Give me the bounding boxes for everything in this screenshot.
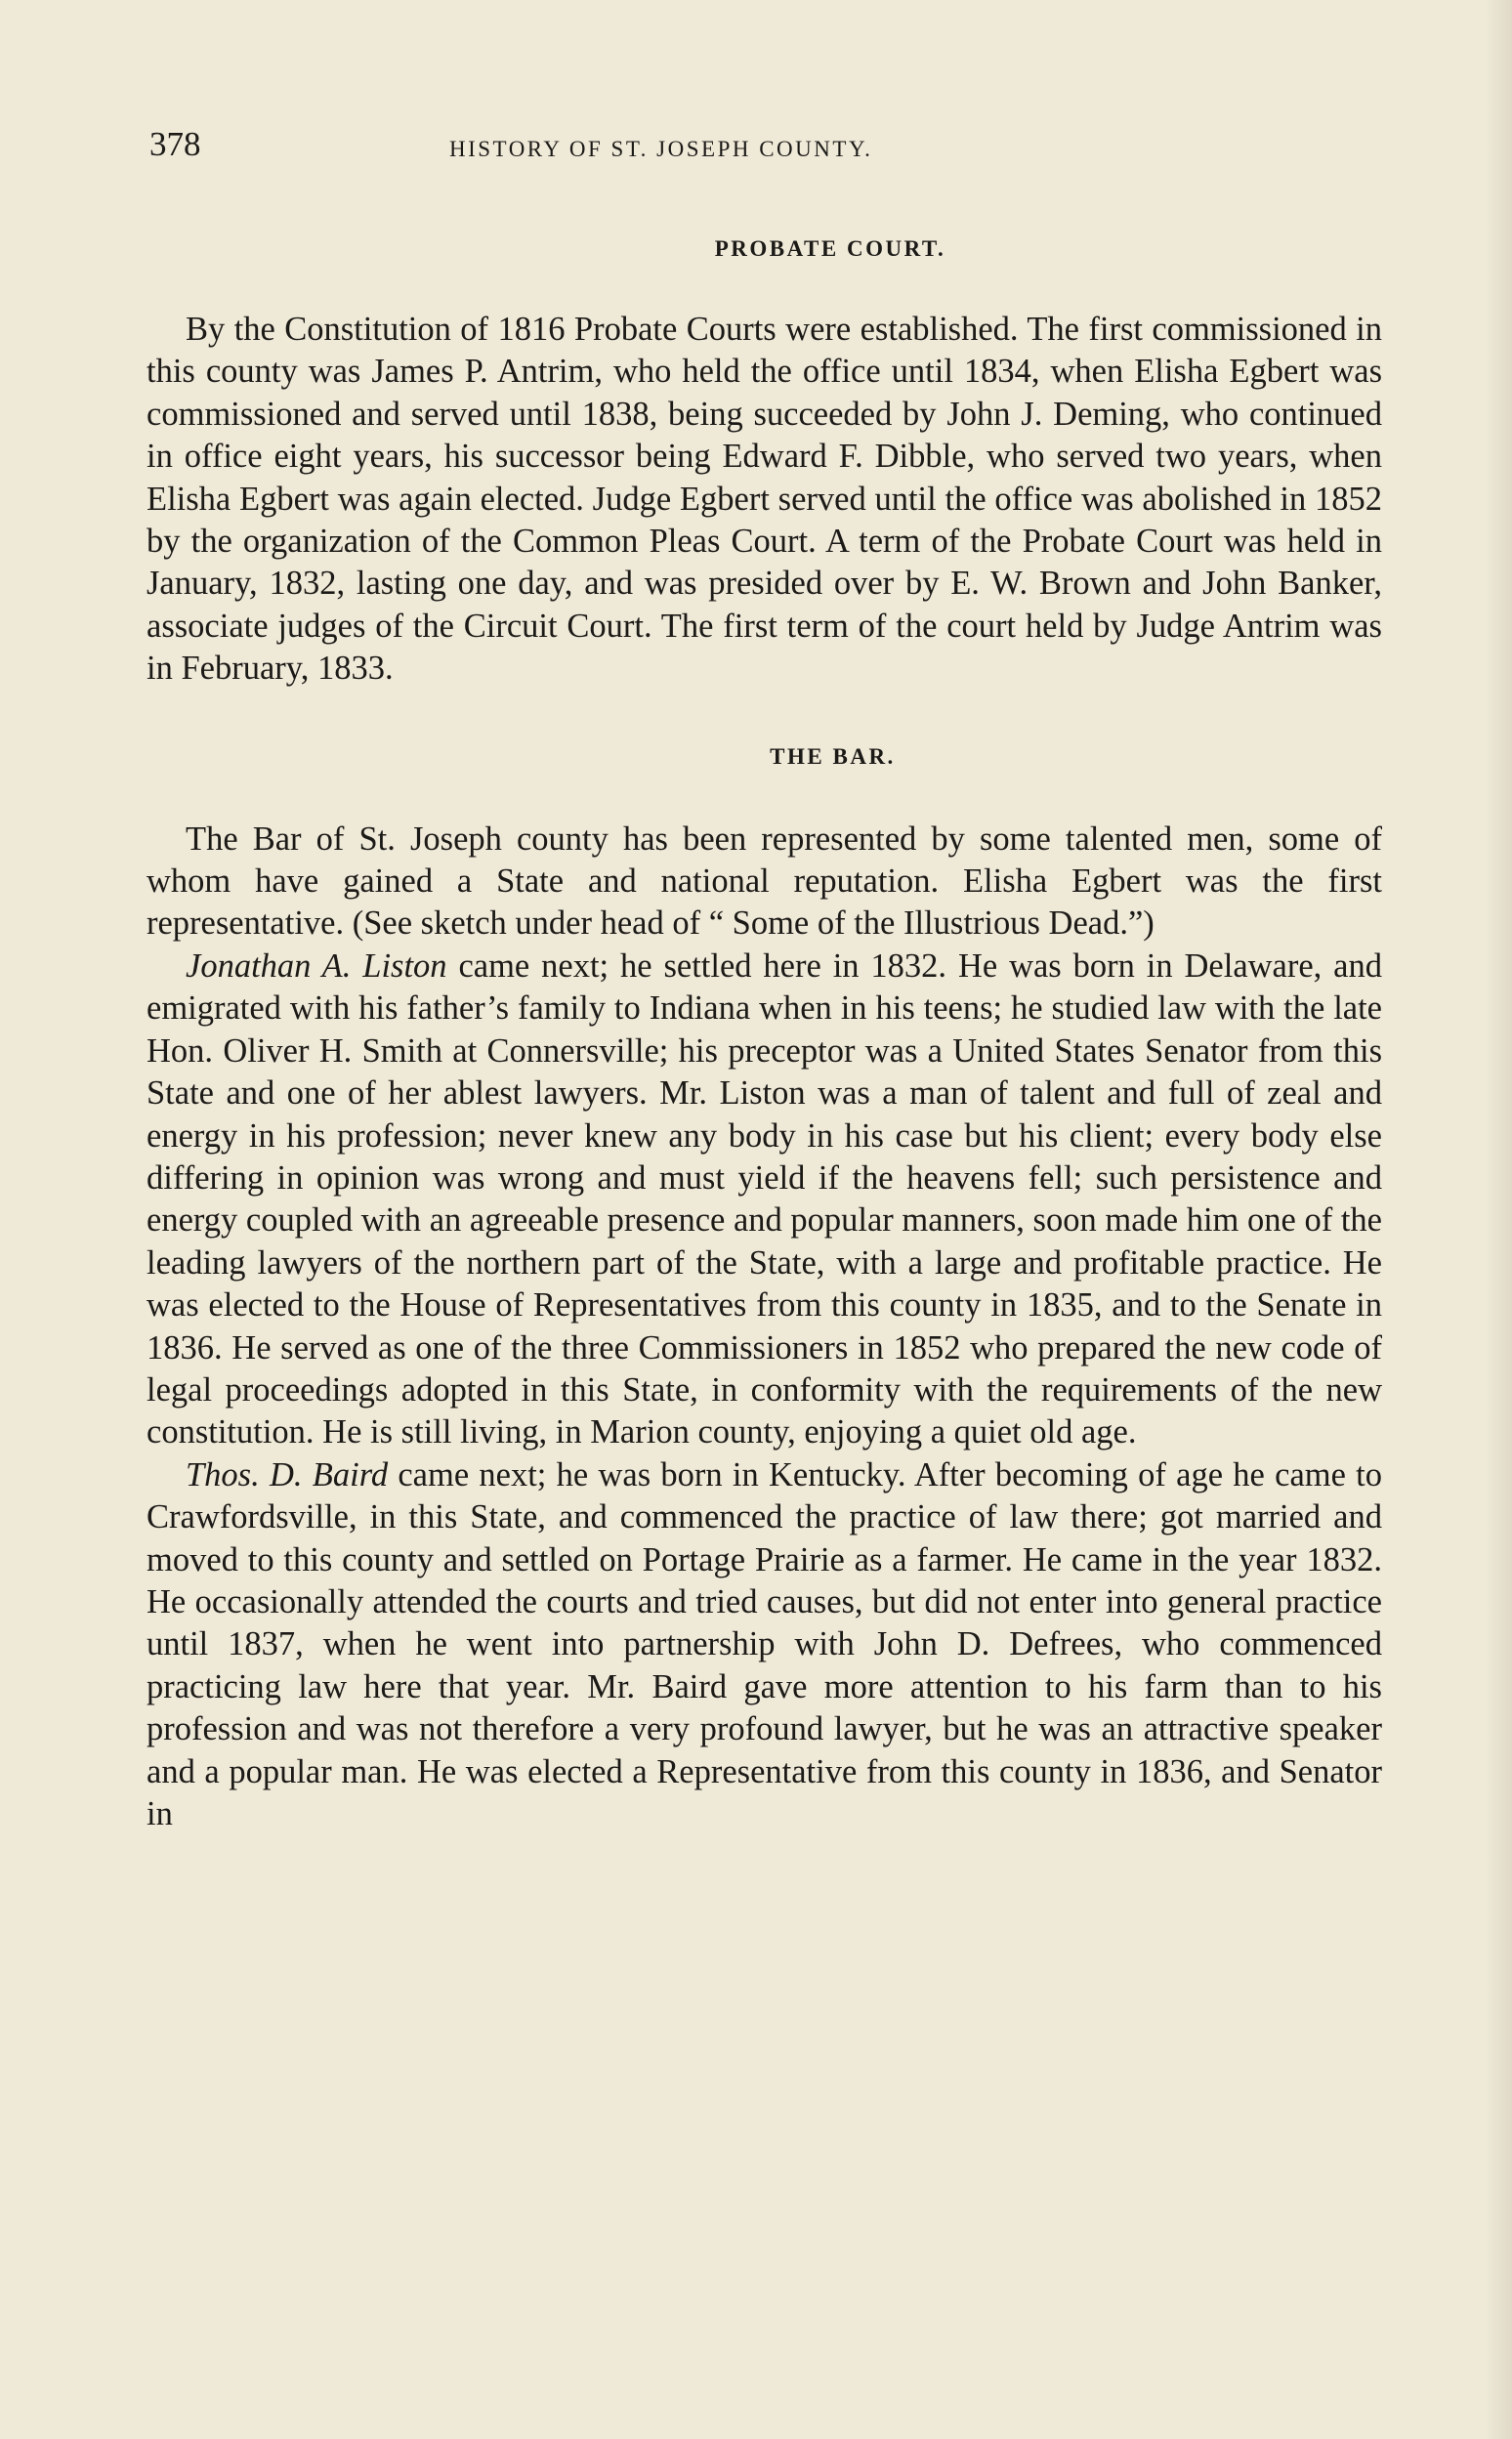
probate-court-paragraph: By the Constitution of 1816 Probate Courts were established. The first commissioned in this county was James P. Antrim, who held the office until 1834, when Elisha Egbert was commissioned and served until 1838, being succeeded by John J. Deming, who continued in office eight years, his successor being Edward F. Dibble, who served two years, when Elisha Egbert was again elected. Judge Egbert served until the office was abolished in 1852 by the organization of the Common Pleas Court. A term of the Probate Court was held in January, 1832, lasting one day, and was presided over by E. W. Brown and John Banker, associate judges of the Circuit Court. The first term of the court held by Judge Antrim was in February, 1833.: [147, 311, 1382, 688]
page-number: 378: [149, 125, 201, 163]
liston-paragraph: [147, 946, 1382, 1454]
probate-court-heading: PROBATE COURT.: [714, 236, 946, 261]
running-head: [147, 125, 1382, 184]
baird-paragraph: [147, 1454, 1382, 1836]
liston-name: Jonathan A. Liston: [186, 946, 447, 985]
book-page: [147, 125, 1382, 1835]
bar-intro-paragraph: The Bar of St. Joseph county has been represented by some talented men, some of whom have gained a State and national reputation. Elisha Egbert was the first representative. (See sketch under head of “ Some of the Illustrious Dead.”): [147, 820, 1382, 943]
running-title: HISTORY OF ST. JOSEPH COUNTY.: [449, 137, 873, 161]
liston-text: came next; he settled here in 1832. He was born in Delaware, and emigrated with his father’s family to Indiana when in his teens; he studied law with the late Hon. Oliver H. Smith at Connersville; his preceptor was a United States Senator from this State and one of her ablest lawyers. Mr. Liston was a man of talent and full of zeal and energy in his profession; never knew any body in his case but his client; every body else differing in opinion was wrong and must yield if the heavens fell; such persistence and energy coupled with an agreeable presence and popular manners, soon made him one of the leading lawyers of the northern part of the State, with a large and profitable practice. He was elected to the House of Representatives from this county in 1835, and to the Senate in 1836. He served as one of the three Commissioners in 1852 who prepared the new code of legal proceedings adopted in this State, in conformity with the requirements of the new constitution. He is still living, in Marion county, enjoying a quiet old age.: [147, 946, 1382, 1451]
baird-name: Thos. D. Baird: [186, 1455, 389, 1493]
page-edge-shadow: [1485, 0, 1512, 2439]
the-bar-heading: THE BAR.: [770, 743, 896, 769]
baird-text: came next; he was born in Kentucky. After becoming of age he came to Crawfordsville, in this State, and commenced the practice of law there; got married and moved to this county and settled on Portage Prairie as a farmer. He came in the year 1832. He occasionally attended the courts and tried causes, but did not enter into general practice until 1837, when he went into partnership with John D. Defrees, who commenced practicing law here that year. Mr. Baird gave more attention to his farm than to his profession and was not therefore a very profound lawyer, but he was an attractive speaker and a popular man. He was elected a Representative from this county in 1836, and Senator in: [147, 1455, 1382, 1832]
